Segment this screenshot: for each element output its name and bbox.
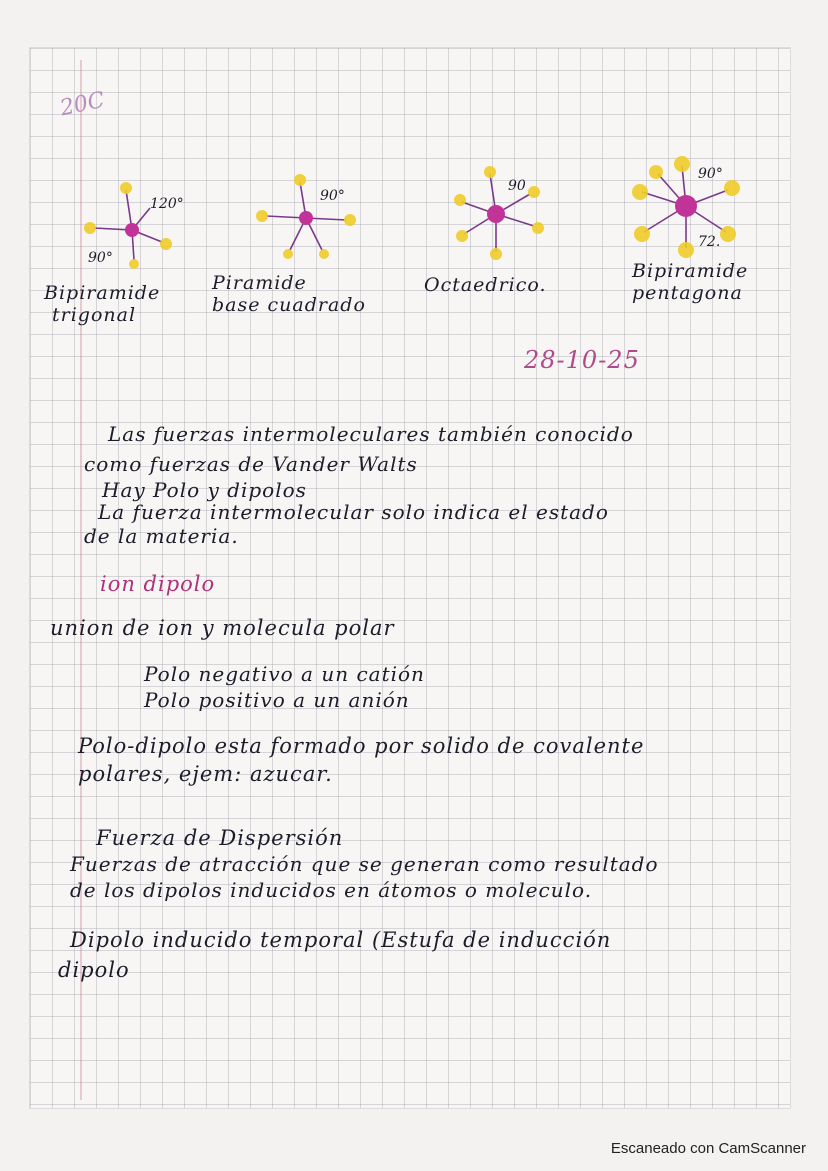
text-line: Fuerzas de atracción que se generan como resultado	[70, 852, 659, 876]
text-line: de los dipolos inducidos en átomos o moleculo.	[70, 878, 593, 902]
list-item: Polo positivo a un anión	[144, 688, 410, 712]
text-line: Las fuerzas intermoleculares también conocido	[108, 422, 634, 446]
angle-label: 90°	[88, 250, 113, 266]
text-line: como fuerzas de Vander Walts	[84, 452, 418, 476]
date: 28-10-25	[524, 346, 640, 374]
angle-label: 90	[508, 178, 526, 194]
page-initials: 20C	[57, 87, 107, 122]
text-line: polares, ejem: azucar.	[78, 762, 333, 786]
angle-label: 90°	[320, 188, 345, 204]
text-line: de la materia.	[84, 524, 239, 548]
angle-label: 120°	[150, 196, 184, 212]
text-line: dipolo	[58, 958, 130, 982]
text-line: Dipolo inducido temporal (Estufa de inducción	[70, 928, 612, 952]
diagram-octaedrico	[450, 160, 550, 260]
angle-label: 72.	[698, 234, 721, 250]
diagram-bipiramide-trigonal	[80, 180, 190, 270]
text-line: union de ion y molecula polar	[50, 616, 395, 640]
section-heading: ion dipolo	[100, 572, 216, 596]
scanner-watermark: Escaneado con CamScanner	[610, 1140, 806, 1157]
diagram-piramide-base-cuadrado	[250, 170, 370, 260]
text-line: La fuerza intermolecular solo indica el estado	[98, 500, 609, 524]
diagram-label: Bipiramide trigonal	[44, 282, 161, 326]
diagram-label: Piramide base cuadrado	[212, 272, 366, 316]
section-heading: Fuerza de Dispersión	[96, 826, 344, 850]
diagram-label: Octaedrico.	[424, 274, 547, 296]
diagram-bipiramide-pentagona	[628, 152, 748, 262]
text-line: Polo-dipolo esta formado por solido de covalente	[78, 734, 645, 758]
list-item: Polo negativo a un catión	[144, 662, 425, 686]
diagram-label: Bipiramide pentagona	[632, 260, 749, 304]
text-line: Hay Polo y dipolos	[102, 478, 307, 502]
angle-label: 90°	[698, 166, 723, 182]
